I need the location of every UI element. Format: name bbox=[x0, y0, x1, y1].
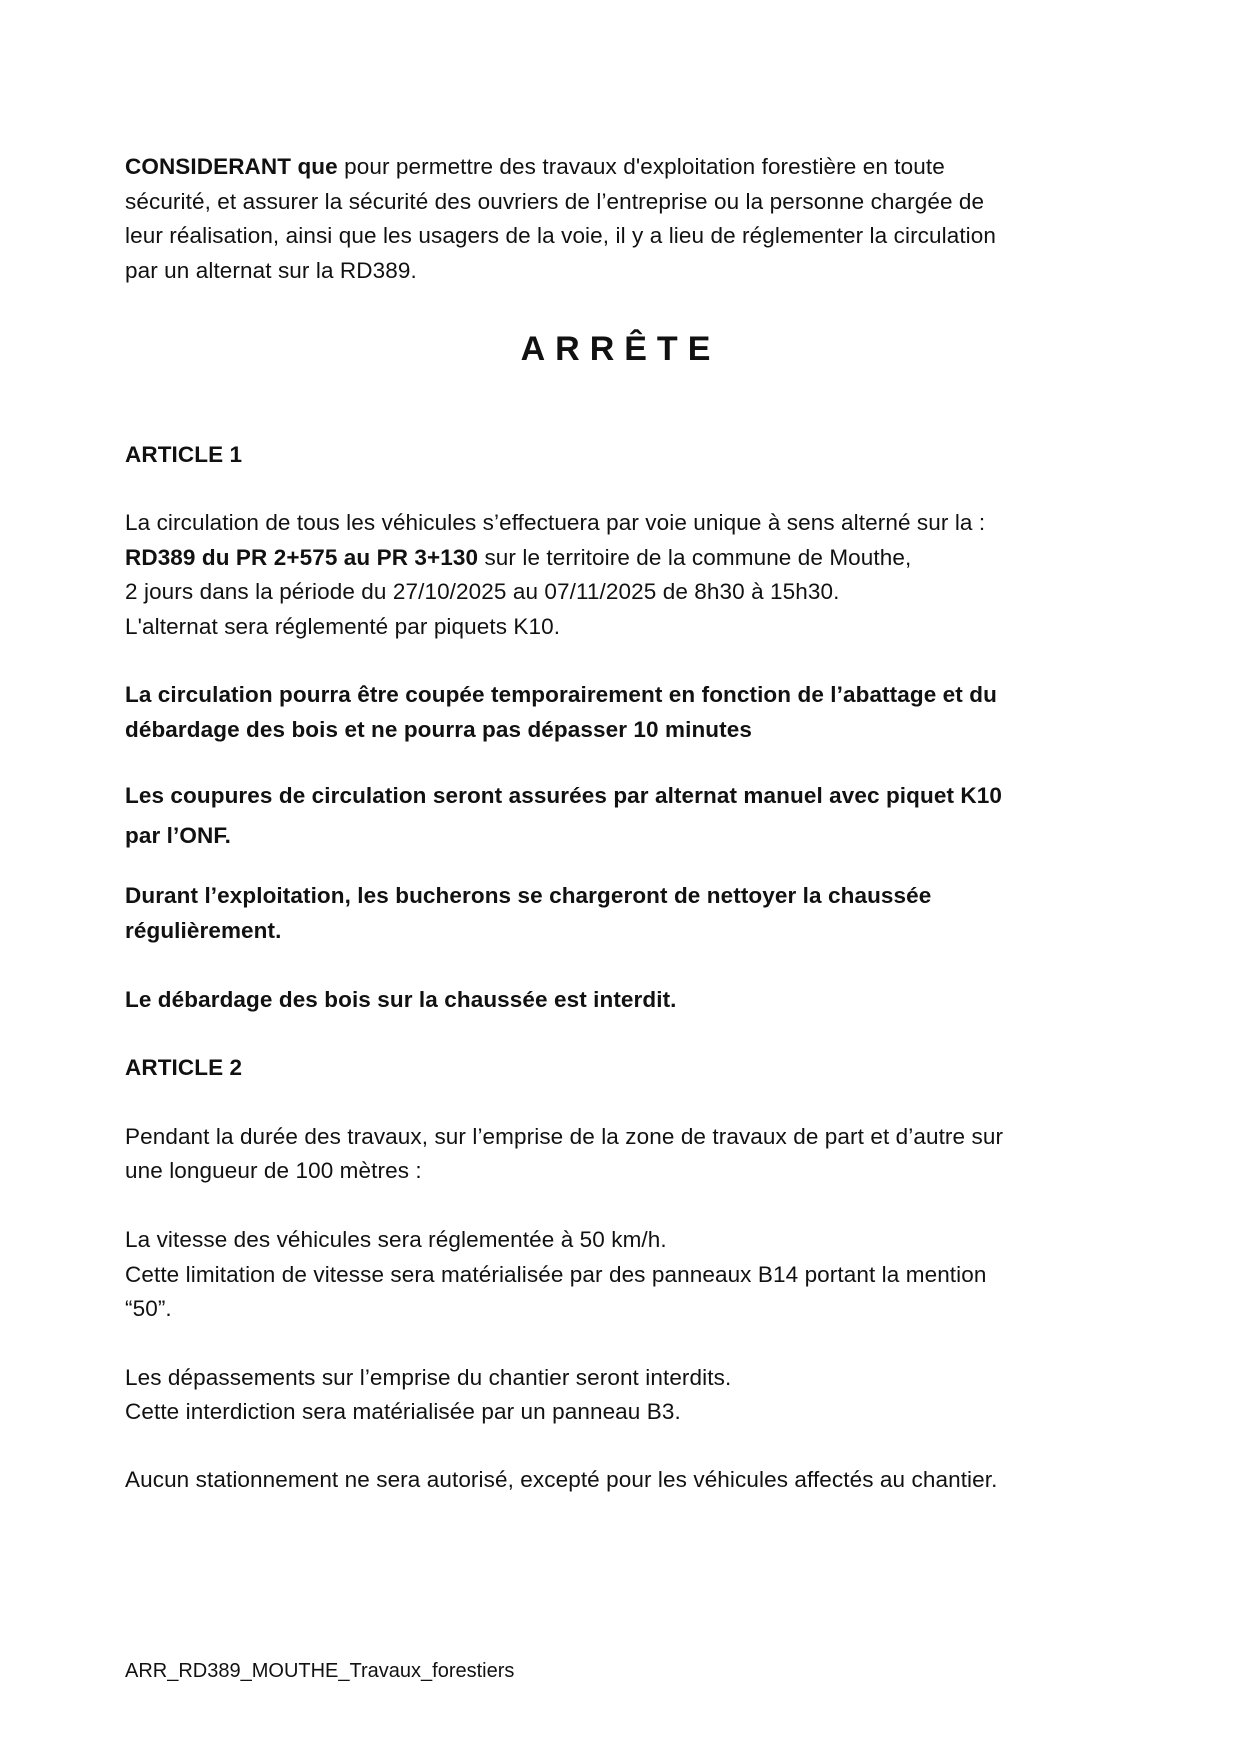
article-1-period: 2 jours dans la période du 27/10/2025 au 07/11/2025 de 8h30 à 15h30. bbox=[125, 579, 840, 604]
article-2-heading: ARTICLE 2 bbox=[125, 1055, 243, 1080]
article-2-overtake: Les dépassements sur l’emprise du chantier seront interdits. bbox=[125, 1365, 732, 1390]
article-1-heading: ARTICLE 1 bbox=[125, 442, 243, 467]
article-1-coupures-line-2: par l’ONF. bbox=[125, 823, 232, 848]
article-2-overtake-sign: Cette interdiction sera matérialisée par un panneau B3. bbox=[125, 1399, 681, 1424]
article-1-nettoyage-line-2: régulièrement. bbox=[125, 918, 282, 943]
article-2-speed-sign-line-2: “50”. bbox=[125, 1296, 172, 1321]
article-1-intro: La circulation de tous les véhicules s’effectuera par voie unique à sens alterné sur la : bbox=[125, 510, 986, 535]
article-2-speed-sign-line-1: Cette limitation de vitesse sera matérialisée par des panneaux B14 portant la mention bbox=[125, 1262, 987, 1287]
considerant-line-4: par un alternat sur la RD389. bbox=[125, 258, 417, 283]
article-1-coupures-line-1: Les coupures de circulation seront assurées par alternat manuel avec piquet K10 bbox=[125, 783, 1002, 808]
considerant-line-2: sécurité, et assurer la sécurité des ouvriers de l’entreprise ou la personne chargée de bbox=[125, 189, 985, 214]
article-1-debardage: Le débardage des bois sur la chaussée est interdit. bbox=[125, 987, 677, 1012]
article-2-intro-line-1: Pendant la durée des travaux, sur l’emprise de la zone de travaux de part et d’autre sur bbox=[125, 1124, 1004, 1149]
article-1-cut-line-1: La circulation pourra être coupée temporairement en fonction de l’abattage et du bbox=[125, 682, 997, 707]
article-2-speed: La vitesse des véhicules sera réglementée à 50 km/h. bbox=[125, 1227, 667, 1252]
article-1-location: RD389 du PR 2+575 au PR 3+130 sur le territoire de la commune de Mouthe, bbox=[125, 545, 912, 570]
document-title: ARRÊTE bbox=[520, 330, 721, 368]
considerant-line-1: CONSIDERANT que pour permettre des travaux d'exploitation forestière en toute bbox=[125, 154, 945, 179]
article-1-cut-line-2: débardage des bois et ne pourra pas dépasser 10 minutes bbox=[125, 717, 752, 742]
article-1-nettoyage-line-1: Durant l’exploitation, les bucherons se chargeront de nettoyer la chaussée bbox=[125, 883, 932, 908]
considerant-line-3: leur réalisation, ainsi que les usagers de la voie, il y a lieu de réglementer la circulation bbox=[125, 223, 997, 248]
article-1-alternat: L'alternat sera réglementé par piquets K10. bbox=[125, 614, 561, 639]
article-2-parking: Aucun stationnement ne sera autorisé, excepté pour les véhicules affectés au chantier. bbox=[125, 1467, 998, 1492]
article-2-intro-line-2: une longueur de 100 mètres : bbox=[125, 1158, 422, 1183]
document-footer: ARR_RD389_MOUTHE_Travaux_forestiers bbox=[125, 1660, 515, 1682]
considerant-lead: CONSIDERANT que bbox=[125, 154, 338, 179]
